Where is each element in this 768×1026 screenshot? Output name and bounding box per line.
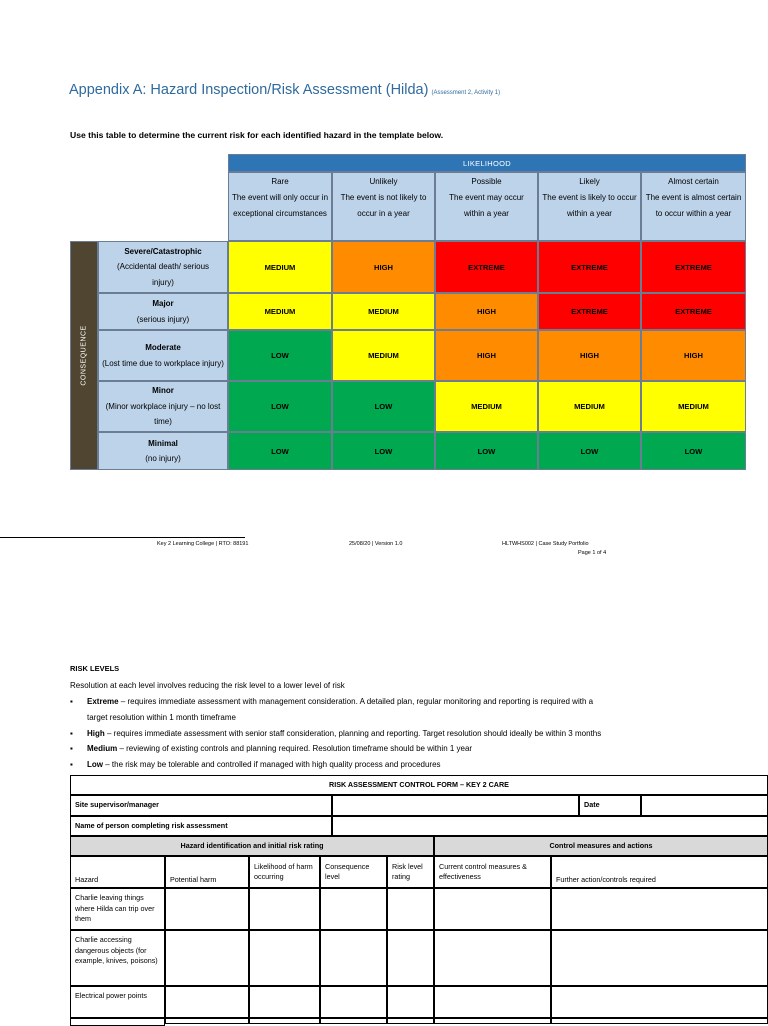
row-desc: (Lost time due to workplace injury) xyxy=(102,358,224,368)
risk-cell: HIGH xyxy=(435,330,538,381)
risk-level-field[interactable] xyxy=(387,1018,434,1024)
risk-level-item: ▪ High – requires immediate assessment with senior staff consideration, planning and reporting. Target resolution should ideally be within 3 months xyxy=(70,729,602,738)
consequence-field[interactable] xyxy=(320,930,387,986)
risk-level-text: – reviewing of existing controls and planning required. Resolution timeframe should be within 1 year xyxy=(117,744,473,753)
row-header-major xyxy=(98,293,228,330)
row-name: Minimal xyxy=(148,438,178,448)
further-action-field[interactable] xyxy=(551,986,768,1018)
risk-level-text: – requires immediate assessment with management consideration. A detailed plan, regular monitoring and reporting is required with a xyxy=(118,697,594,706)
footer-course: HLTWHS002 | Case Study Portfolio xyxy=(502,541,589,547)
risk-cell: HIGH xyxy=(332,241,435,293)
risk-cell: MEDIUM xyxy=(641,381,746,432)
column-name: Possible xyxy=(471,177,502,186)
risk-level-item-cont: target resolution within 1 month timeframe xyxy=(87,713,236,722)
risk-cell: EXTREME xyxy=(641,241,746,293)
hazard-cell xyxy=(70,1018,165,1026)
risk-level-field[interactable] xyxy=(387,930,434,986)
risk-level-term: Low xyxy=(87,760,103,769)
column-header-unlikely xyxy=(332,172,435,241)
risk-cell: LOW xyxy=(641,432,746,470)
current-controls-field[interactable] xyxy=(434,930,551,986)
risk-level-text: – the risk may be tolerable and controlled if managed with high quality process and procedures xyxy=(103,760,441,769)
risk-cell: EXTREME xyxy=(538,293,641,330)
section-control-measures: Control measures and actions xyxy=(434,836,768,856)
column-desc: The event is likely to occur within a year xyxy=(542,192,637,218)
row-header-minor xyxy=(98,381,228,432)
hazard-cell: Charlie leaving things where Hilda can trip over them xyxy=(70,888,165,930)
risk-cell: HIGH xyxy=(538,330,641,381)
consequence-field[interactable] xyxy=(320,986,387,1018)
row-name: Major xyxy=(152,299,174,308)
further-action-field[interactable] xyxy=(551,1018,768,1024)
risk-cell: EXTREME xyxy=(538,241,641,293)
hazard-cell: Electrical power points xyxy=(70,986,165,1018)
consequence-label: CONSEQUENCE xyxy=(80,325,88,386)
header-likelihood: Likelihood of harm occurring xyxy=(249,856,320,888)
header-consequence: Consequence level xyxy=(320,856,387,888)
likelihood-field[interactable] xyxy=(249,888,320,930)
consequence-bar xyxy=(70,241,98,470)
person-completing-field[interactable] xyxy=(332,816,768,836)
risk-cell: MEDIUM xyxy=(538,381,641,432)
person-completing-label: Name of person completing risk assessment xyxy=(70,816,332,836)
risk-cell: LOW xyxy=(538,432,641,470)
risk-cell: LOW xyxy=(332,432,435,470)
header-potential-harm: Potential harm xyxy=(165,856,249,888)
row-desc: (Minor workplace injury – no lost time) xyxy=(105,401,221,427)
date-field[interactable] xyxy=(641,795,768,816)
hazard-cell: Charlie accessing dangerous objects (for example, knives, poisons) xyxy=(70,930,165,986)
risk-level-item: ▪ Extreme – requires immediate assessment with management consideration. A detailed plan, regular monitoring and reporting is required with a xyxy=(70,697,594,706)
risk-level-term: High xyxy=(87,729,105,738)
current-controls-field[interactable] xyxy=(434,986,551,1018)
column-header-possible xyxy=(435,172,538,241)
header-further-action: Further action/controls required xyxy=(551,856,768,888)
risk-cell: EXTREME xyxy=(641,293,746,330)
header-hazard: Hazard xyxy=(70,856,165,888)
consequence-field[interactable] xyxy=(320,888,387,930)
column-header-almost-certain xyxy=(641,172,746,241)
potential-harm-field[interactable] xyxy=(165,1018,249,1024)
site-supervisor-label: Site supervisor/manager xyxy=(70,795,332,816)
column-name: Rare xyxy=(271,177,289,186)
row-desc: (serious injury) xyxy=(136,314,190,324)
further-action-field[interactable] xyxy=(551,930,768,986)
row-header-moderate xyxy=(98,330,228,381)
column-header-likely xyxy=(538,172,641,241)
current-controls-field[interactable] xyxy=(434,888,551,930)
row-desc: (no injury) xyxy=(145,454,181,463)
risk-level-field[interactable] xyxy=(387,888,434,930)
footer-divider xyxy=(0,537,245,538)
row-name: Severe/Catastrophic xyxy=(124,246,202,256)
risk-cell: MEDIUM xyxy=(228,293,332,330)
risk-level-item: ▪ Medium – reviewing of existing controls and planning required. Resolution timeframe should be within 1 year xyxy=(70,744,473,753)
page-title xyxy=(69,82,500,98)
consequence-field[interactable] xyxy=(320,1018,387,1024)
likelihood-field[interactable] xyxy=(249,1018,320,1024)
risk-cell: MEDIUM xyxy=(228,241,332,293)
likelihood-field[interactable] xyxy=(249,986,320,1018)
risk-cell: MEDIUM xyxy=(332,293,435,330)
footer-date-version: 25/08/20 | Version 1.0 xyxy=(349,541,403,547)
potential-harm-field[interactable] xyxy=(165,986,249,1018)
column-desc: The event is almost certain to occur within a year xyxy=(645,192,742,218)
risk-cell: LOW xyxy=(332,381,435,432)
header-risk-level: Risk level rating xyxy=(387,856,434,888)
current-controls-field[interactable] xyxy=(434,1018,551,1024)
further-action-field[interactable] xyxy=(551,888,768,930)
risk-level-text: – requires immediate assessment with senior staff consideration, planning and reporting. Target resolution should ideally be within 3 months xyxy=(104,729,602,738)
row-desc: (Accidental death/ serious injury) xyxy=(116,262,210,287)
row-name: Minor xyxy=(152,386,174,396)
row-name: Moderate xyxy=(145,343,181,352)
risk-cell: EXTREME xyxy=(435,241,538,293)
risk-cell: LOW xyxy=(228,381,332,432)
column-name: Almost certain xyxy=(668,177,719,186)
risk-cell: LOW xyxy=(228,330,332,381)
footer-page-number: Page 1 of 4 xyxy=(578,550,607,556)
risk-level-term: Medium xyxy=(87,744,118,753)
instruction-text: Use this table to determine the current risk for each identified hazard in the template below. xyxy=(70,130,444,140)
date-label: Date xyxy=(579,795,641,816)
site-supervisor-field[interactable] xyxy=(332,795,579,816)
risk-cell: HIGH xyxy=(435,293,538,330)
risk-level-item: ▪ Low – the risk may be tolerable and controlled if managed with high quality process and procedures xyxy=(70,760,441,769)
potential-harm-field[interactable] xyxy=(165,930,249,986)
form-title: RISK ASSESSMENT CONTROL FORM – KEY 2 CARE xyxy=(70,775,768,795)
risk-level-term: Extreme xyxy=(87,697,119,706)
column-header-rare xyxy=(228,172,332,241)
risk-cell: MEDIUM xyxy=(435,381,538,432)
risk-level-field[interactable] xyxy=(387,986,434,1018)
column-desc: The event will only occur in exceptional circumstances xyxy=(231,192,329,218)
row-header-severe xyxy=(98,241,228,293)
likelihood-field[interactable] xyxy=(249,930,320,986)
likelihood-header: LIKELIHOOD xyxy=(228,154,746,172)
row-header-minimal xyxy=(98,432,228,470)
footer-college: Key 2 Learning College | RTO: 88191 xyxy=(157,541,249,547)
section-hazard-identification: Hazard identification and initial risk rating xyxy=(70,836,434,856)
title-note: (Assessment 2, Activity 1) xyxy=(431,90,501,96)
risk-cell: MEDIUM xyxy=(332,330,435,381)
column-name: Unlikely xyxy=(369,177,398,186)
header-current-controls: Current control measures & effectiveness xyxy=(434,856,551,888)
column-desc: The event may occur within a year xyxy=(449,192,524,218)
column-desc: The event is not likely to occur in a year xyxy=(340,192,427,218)
risk-cell: LOW xyxy=(435,432,538,470)
potential-harm-field[interactable] xyxy=(165,888,249,930)
title-text: Appendix A: Hazard Inspection/Risk Assessment (Hilda) xyxy=(69,82,429,98)
risk-cell: LOW xyxy=(228,432,332,470)
column-name: Likely xyxy=(579,177,600,186)
risk-levels-intro: Resolution at each level involves reducing the risk level to a lower level of risk xyxy=(70,681,345,690)
risk-levels-title: RISK LEVELS xyxy=(70,664,120,673)
risk-cell: HIGH xyxy=(641,330,746,381)
